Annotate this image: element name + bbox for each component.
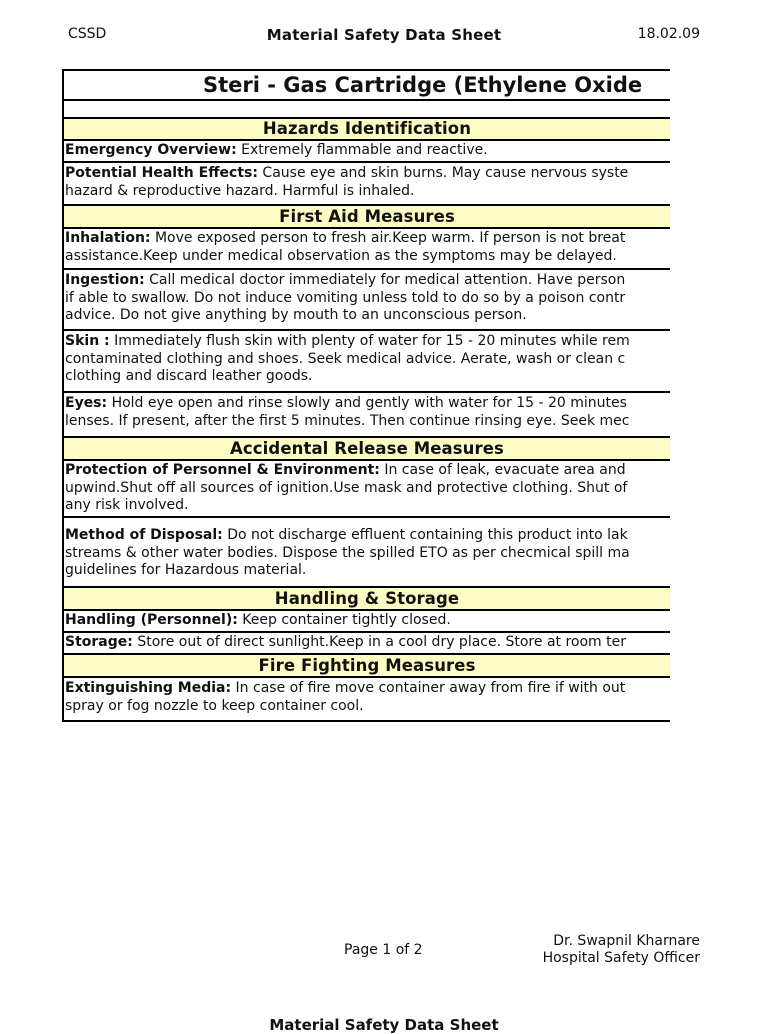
item-line: Extinguishing Media: In case of fire move container away from fire if with out — [65, 680, 626, 696]
item-health-effects — [64, 163, 670, 206]
header-left: CSSD — [68, 26, 107, 42]
item-line: any risk involved. — [65, 497, 189, 514]
item-label: Extinguishing Media: — [65, 680, 232, 696]
item-line: assistance.Keep under medical observation as the symptoms may be delayed. — [65, 247, 617, 264]
item-skin — [64, 331, 670, 393]
item-label: Eyes: — [65, 395, 108, 411]
item-line: if able to swallow. Do not induce vomiting unless told to do so by a poison contr — [65, 289, 626, 306]
item-line: clothing and discard leather goods. — [65, 368, 313, 385]
item-line: Storage: Store out of direct sunlight.Keep in a cool dry place. Store at room ter — [65, 634, 626, 650]
item-line: upwind.Shut off all sources of ignition.Use mask and protective clothing. Shut of — [65, 479, 628, 496]
item-label: Storage: — [65, 634, 133, 650]
item-label: Potential Health Effects: — [65, 165, 258, 181]
section-handling-storage: Handling & Storage — [64, 588, 670, 611]
item-label: Method of Disposal: — [65, 527, 223, 543]
item-line: Ingestion: Call medical doctor immediately for medical attention. Have person — [65, 272, 626, 288]
item-line: Potential Health Effects: Cause eye and skin burns. May cause nervous syste — [65, 165, 629, 181]
signer-name: Dr. Swapnil Kharnare — [553, 933, 700, 949]
item-storage — [64, 633, 670, 655]
section-fire-fighting: Fire Fighting Measures — [64, 655, 670, 678]
product-title: Steri - Gas Cartridge (Ethylene Oxide — [64, 71, 670, 101]
section-accidental-release: Accidental Release Measures — [64, 438, 670, 461]
section-first-aid: First Aid Measures — [64, 206, 670, 229]
item-line: guidelines for Hazardous material. — [65, 562, 307, 579]
item-line: streams & other water bodies. Dispose the spilled ETO as per checmical spill ma — [65, 544, 630, 561]
item-emergency-overview — [64, 141, 670, 163]
item-line: contaminated clothing and shoes. Seek medical advice. Aerate, wash or clean c — [65, 350, 626, 367]
item-line: Eyes: Hold eye open and rinse slowly and gently with water for 15 - 20 minutes — [65, 395, 627, 411]
signature-block — [543, 933, 700, 967]
page-number: Page 1 of 2 — [344, 942, 423, 958]
item-disposal — [64, 518, 670, 588]
item-label: Skin : — [65, 333, 110, 349]
item-protection — [64, 461, 670, 518]
item-line: Skin : Immediately flush skin with plenty of water for 15 - 20 minutes while rem — [65, 333, 630, 349]
item-handling — [64, 611, 670, 633]
next-page-header: Material Safety Data Sheet — [269, 1016, 499, 1034]
header-date: 18.02.09 — [637, 26, 700, 42]
item-inhalation — [64, 229, 670, 270]
item-label: Protection of Personnel & Environment: — [65, 462, 380, 478]
item-line: Emergency Overview: Extremely flammable and reactive. — [65, 142, 488, 158]
item-label: Inhalation: — [65, 230, 151, 246]
item-label: Handling (Personnel): — [65, 612, 238, 628]
item-line: spray or fog nozzle to keep container cool. — [65, 697, 364, 714]
section-hazards: Hazards Identification — [64, 119, 670, 141]
item-line: Protection of Personnel & Environment: In case of leak, evacuate area and — [65, 462, 626, 478]
item-extinguishing-media — [64, 678, 670, 722]
item-line: Method of Disposal: Do not discharge effluent containing this product into lak — [65, 527, 628, 543]
blank-row — [64, 101, 670, 119]
item-line: hazard & reproductive hazard. Harmful is inhaled. — [65, 182, 415, 199]
item-line: Inhalation: Move exposed person to fresh air.Keep warm. If person is not breat — [65, 230, 626, 246]
item-eyes — [64, 393, 670, 438]
item-line: Handling (Personnel): Keep container tightly closed. — [65, 612, 451, 628]
item-line: lenses. If present, after the first 5 minutes. Then continue rinsing eye. Seek mec — [65, 412, 630, 429]
item-line: advice. Do not give anything by mouth to an unconscious person. — [65, 307, 527, 324]
signer-title: Hospital Safety Officer — [542, 950, 700, 966]
item-label: Ingestion: — [65, 272, 145, 288]
item-ingestion — [64, 270, 670, 331]
item-label: Emergency Overview: — [65, 142, 237, 158]
header-title: Material Safety Data Sheet — [266, 26, 502, 44]
msds-table — [62, 69, 670, 722]
